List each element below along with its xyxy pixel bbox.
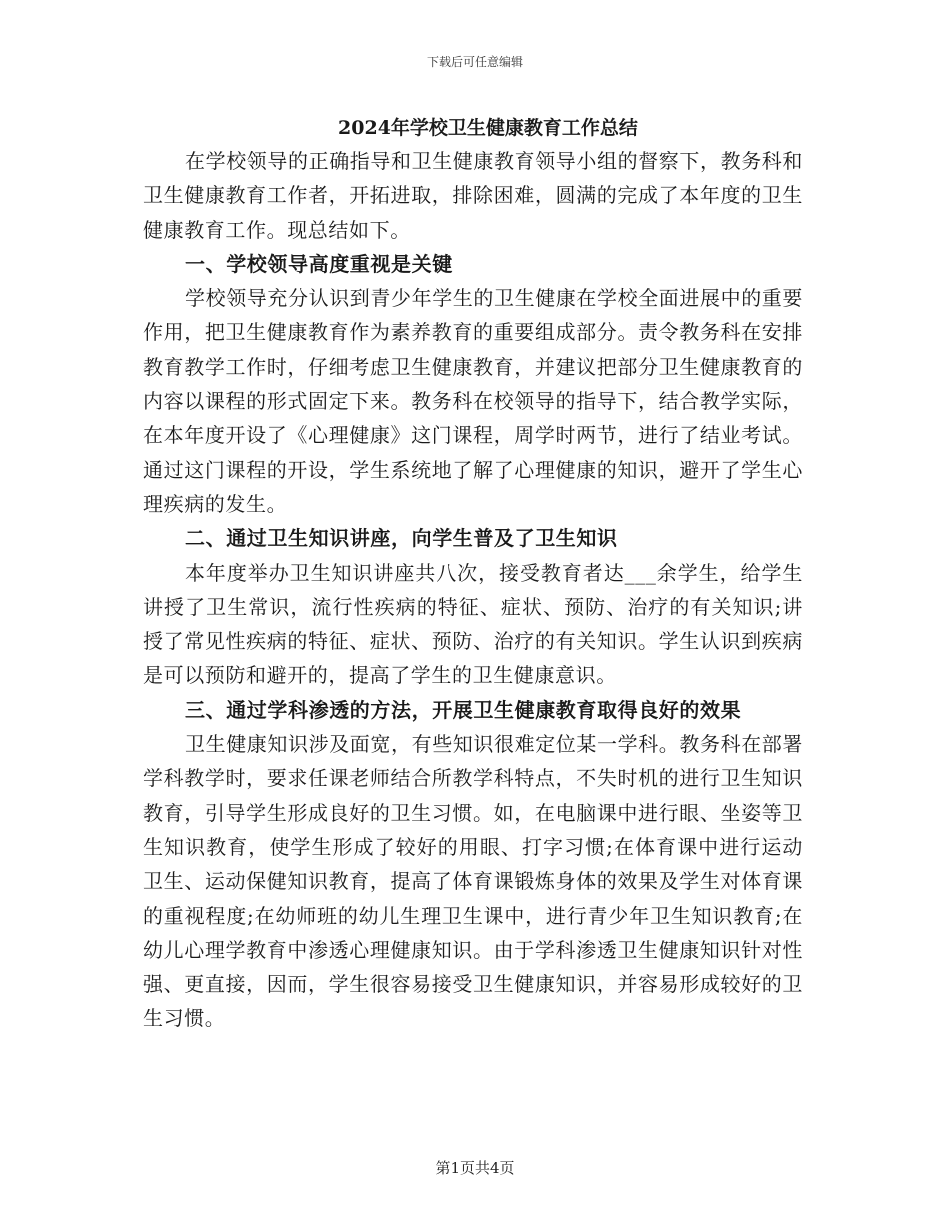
intro-paragraph: 在学校领导的正确指导和卫生健康教育领导小组的督察下，教务科和卫生健康教育工作者，开拓进取，排除困难，圆满的完成了本年度的卫生健康教育工作。现总结如下。 xyxy=(143,149,803,242)
document-body xyxy=(143,112,803,1036)
section-1-heading: 一、学校领导高度重视是关键 xyxy=(185,251,453,276)
header-note: 下载后可任意编辑 xyxy=(426,55,523,69)
section-3-body: 卫生健康知识涉及面宽，有些知识很难定位某一学科。教务科在部署学科教学时，要求任课老师结合所教学科特点，不失时机的进行卫生知识教育，引导学生形成良好的卫生习惯。如，在电脑课中进行眼、坐姿等卫生知识教育，使学生形成了较好的用眼、打字习惯;在体育课中进行运动卫生、运动保健知识教育，提高了体育课锻炼身体的效果及学生对体育课的重视程度;在幼师班的幼儿生理卫生课中，进行青少年卫生知识教育;在幼儿心理学教育中渗透心理健康知识。由于学科渗透卫生健康知识针对性强、更直接，因而，学生很容易接受卫生健康知识，并容易形成较好的卫生习惯。 xyxy=(143,732,803,1031)
page-number: 第1页共4页 xyxy=(435,1159,515,1177)
document-title: 2024年学校卫生健康教育工作总结 xyxy=(338,117,638,139)
section-1-body: 学校领导充分认识到青少年学生的卫生健康在学校全面进展中的重要作用，把卫生健康教育作为素养教育的重要组成部分。责令教务科在安排教育教学工作时，仔细考虑卫生健康教育，并建议把部分卫生健康教育的内容以课程的形式固定下来。教务科在校领导的指导下，结合教学实际，在本年度开设了《心理健康》这门课程，周学时两节，进行了结业考试。通过这门课程的开设，学生系统地了解了心理健康的知识，避开了学生心理疾病的发生。 xyxy=(143,286,803,516)
section-2-body: 本年度举办卫生知识讲座共八次，接受教育者达___余学生，给学生讲授了卫生常识，流行性疾病的特征、症状、预防、治疗的有关知识;讲授了常见性疾病的特征、症状、预防、治疗的有关知识。学生认识到疾病是可以预防和避开的，提高了学生的卫生健康意识。 xyxy=(143,560,803,688)
section-2-heading: 二、通过卫生知识讲座，向学生普及了卫生知识 xyxy=(185,526,618,551)
section-3-heading: 三、通过学科渗透的方法，开展卫生健康教育取得良好的效果 xyxy=(185,697,742,722)
